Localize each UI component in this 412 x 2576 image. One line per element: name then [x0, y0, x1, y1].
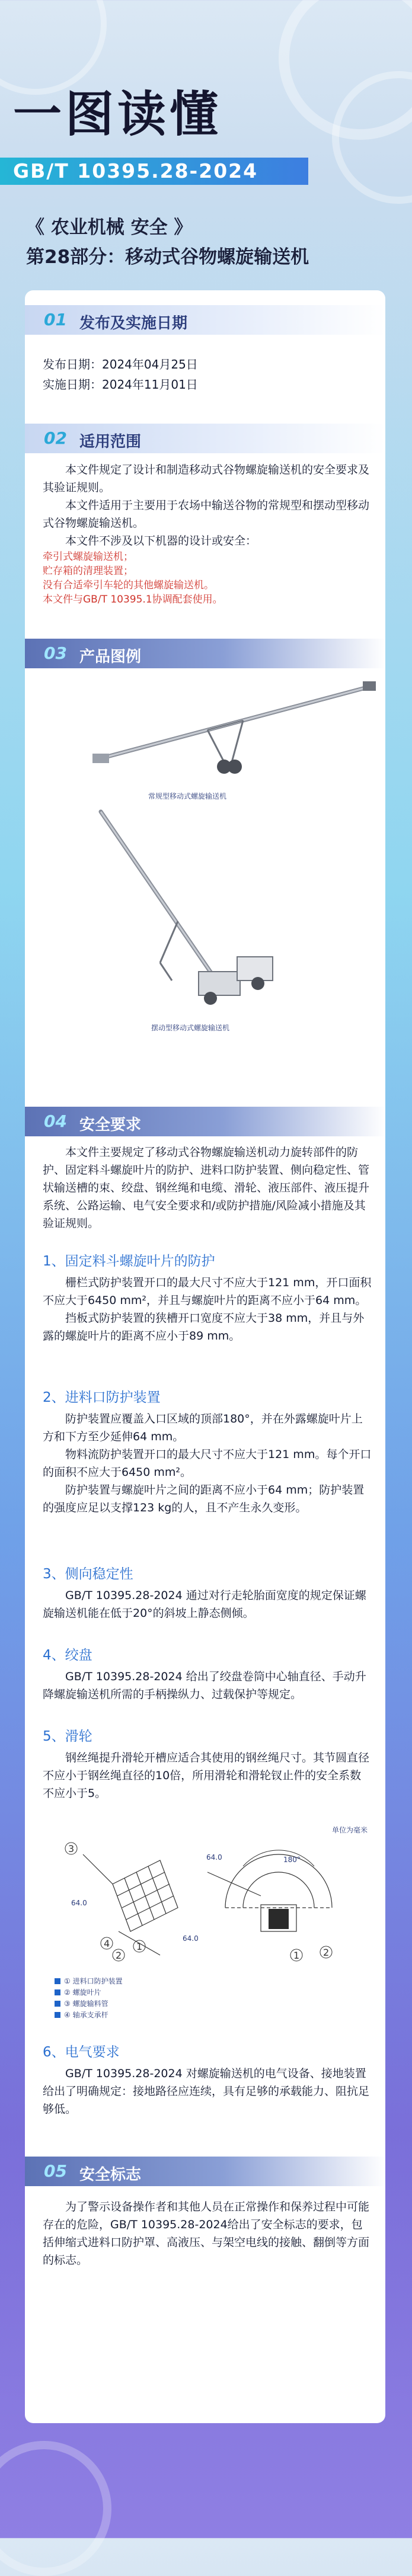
part-title: 第28部分：移动式谷物螺旋输送机 — [26, 246, 309, 268]
scope-paragraph: 本文件不涉及以下机器的设计或安全： — [65, 534, 257, 547]
section-header-02 — [25, 424, 385, 453]
section-label: 发布及实施日期 — [79, 315, 188, 332]
legend-swatch — [55, 2001, 60, 2007]
dimension-label: 64.0 — [206, 1853, 222, 1861]
exclusion-item: 没有合适牵引车轮的其他螺旋输送机。 — [43, 579, 214, 591]
legend-item: ③ 螺旋输料管 — [55, 1998, 123, 2010]
legend-item: ④ 轴承支承杆 — [55, 2010, 123, 2021]
standard-number-bar — [0, 158, 308, 185]
requirement-paragraph: GB/T 10395.28-2024 通过对行走轮胎面宽度的规定保证螺旋输送机能在低于20°的斜坡上静态侧倾。 — [43, 1589, 366, 1620]
requirement-text — [43, 1668, 372, 1703]
subheading: 5、滑轮 — [43, 1729, 92, 1744]
svg-text:1: 1 — [293, 1950, 300, 1961]
section-header-03 — [25, 639, 385, 668]
intro-paragraph: 本文件主要规定了移动式谷物螺旋输送机动力旋转部件的防护、固定料斗螺旋叶片的防护、进料口防护装置、侧向稳定性、管状输送槽的束、绞盘、钢丝绳和电缆、滑轮、液压部件、液压提升系统、公路运输、电气安全要求和/或防护措施/风险减小措施及其验证规则。 — [43, 1146, 370, 1230]
requirement-paragraph: 钢丝绳提升滑轮开槽应适合其使用的钢丝绳尺寸。其节圆直径不应小于钢丝绳直径的10倍，所用滑轮和滑轮钗止件的安全系数不应小于5。 — [43, 1751, 370, 1800]
dimension-label: 64.0 — [183, 1934, 199, 1943]
scope-paragraph: 本文件规定了设计和制造移动式谷物螺旋输送机的安全要求及其验证规则。 — [43, 463, 370, 494]
standard-number: GB/T 10395.28-2024 — [13, 159, 258, 182]
section-label: 产品图例 — [79, 648, 142, 666]
section-header-01 — [25, 305, 385, 335]
svg-text:2: 2 — [116, 1950, 122, 1961]
dimension-label: 64.0 — [71, 1899, 87, 1907]
subheading: 4、绞盘 — [43, 1648, 92, 1663]
subheading: 1、固定料斗螺旋叶片的防护 — [43, 1254, 215, 1269]
section-number: 02 — [44, 428, 67, 448]
conventional-conveyor-illustration — [89, 675, 385, 782]
section-label: 安全要求 — [79, 1116, 142, 1134]
exclusion-item: 本文件与GB/T 10395.1协调配套使用。 — [43, 594, 223, 605]
scope-text — [43, 461, 372, 607]
requirement-text — [43, 1749, 372, 1802]
section-number: 04 — [44, 1111, 67, 1131]
requirement-paragraph: GB/T 10395.28-2024 给出了绞盘卷筒中心轴直径、手动升降螺旋输送机所需的手柄操纵力、过载保护等规定。 — [43, 1670, 366, 1701]
svg-text:2: 2 — [323, 1947, 330, 1958]
figure-caption: 常规型移动式螺旋输送机 — [148, 792, 227, 800]
section-number: 05 — [44, 2161, 67, 2181]
requirement-paragraph: 物料流防护装置开口的最大尺寸不应大于121 mm。每个开口的面积不应大于6450 mm²。 — [43, 1448, 372, 1479]
subheading: 3、侧向稳定性 — [43, 1566, 133, 1582]
implement-date: 实施日期：2024年11月01日 — [43, 377, 198, 392]
swing-conveyor-illustration — [89, 803, 302, 1016]
svg-text:3: 3 — [68, 1843, 75, 1854]
legend-item: ② 螺旋叶片 — [55, 1987, 123, 1998]
exclusion-item: 贮存箱的清理装置； — [43, 565, 133, 577]
main-title: 一图读懂 — [13, 86, 222, 143]
requirement-paragraph: 防护装置应覆盖入口区域的顶部180°，并在外露螺旋叶片上方和下方至少延伸64 mm。 — [43, 1412, 363, 1443]
section-header-05 — [25, 2157, 385, 2186]
series-title: 《 农业机械 安全 》 — [26, 217, 193, 238]
angle-label: 180° — [283, 1856, 301, 1864]
release-date: 发布日期：2024年04月25日 — [43, 357, 198, 371]
legend-item: ① 进料口防护装置 — [55, 1976, 123, 1987]
release-dates — [43, 354, 372, 395]
requirement-paragraph: 栅栏式防护装置开口的最大尺寸不应大于121 mm，开口面积不应大于6450 mm²，并且与螺旋叶片的距离不应小于64 mm。 — [43, 1276, 372, 1307]
requirement-paragraph: GB/T 10395.28-2024 对螺旋输送机的电气设备、接地装置给出了明确规定：接地路径应连续，具有足够的承载能力、阻抗足够低。 — [43, 2067, 370, 2116]
figure-legend — [55, 1976, 123, 2021]
svg-text:1: 1 — [136, 1941, 143, 1952]
requirement-text — [43, 2065, 372, 2118]
hero-banner — [0, 0, 412, 308]
requirement-text — [43, 1410, 372, 1517]
subheading: 6、电气要求 — [43, 2045, 120, 2060]
decorative-ring — [0, 2441, 111, 2576]
exclusion-item: 牵引式螺旋输送机； — [43, 551, 133, 563]
requirement-text — [43, 1274, 372, 1345]
safety-sign-text — [43, 2198, 372, 2269]
requirement-paragraph: 防护装置与螺旋叶片之间的距离不应小于64 mm；防护装置的强度应足以支撑123 kg的人，且不产生永久变形。 — [43, 1484, 365, 1514]
requirement-paragraph: 挡板式防护装置的狭槽开口宽度不应大于38 mm，并且与外露的螺旋叶片的距离不应小于89 mm。 — [43, 1312, 365, 1343]
scope-paragraph: 本文件适用于主要用于农场中输送谷物的常规型和摆动型移动式谷物螺旋输送机。 — [43, 499, 370, 530]
section-label: 安全标志 — [79, 2166, 142, 2184]
legend-swatch — [55, 1989, 60, 1995]
legend-swatch — [55, 1978, 60, 1984]
svg-text:4: 4 — [104, 1938, 110, 1949]
sign-paragraph: 为了警示设备操作者和其他人员在正常操作和保养过程中可能存在的危险，GB/T 10395.28-2024给出了安全标志的要求，包括伸缩式进料口防护罩、高液压、与架空电线的接触、翻倒等方面的标志。 — [43, 2200, 370, 2267]
figure-caption: 摆动型移动式螺旋输送机 — [151, 1024, 230, 1032]
section-header-04 — [25, 1107, 385, 1136]
section-number: 03 — [44, 643, 67, 663]
figure-unit: 单位为毫米 — [332, 1826, 368, 1834]
legend-swatch — [55, 2012, 60, 2018]
safety-intro — [43, 1143, 372, 1232]
subheading: 2、进料口防护装置 — [43, 1390, 161, 1405]
section-number: 01 — [44, 310, 67, 329]
requirement-text — [43, 1587, 372, 1622]
section-label: 适用范围 — [79, 433, 142, 451]
